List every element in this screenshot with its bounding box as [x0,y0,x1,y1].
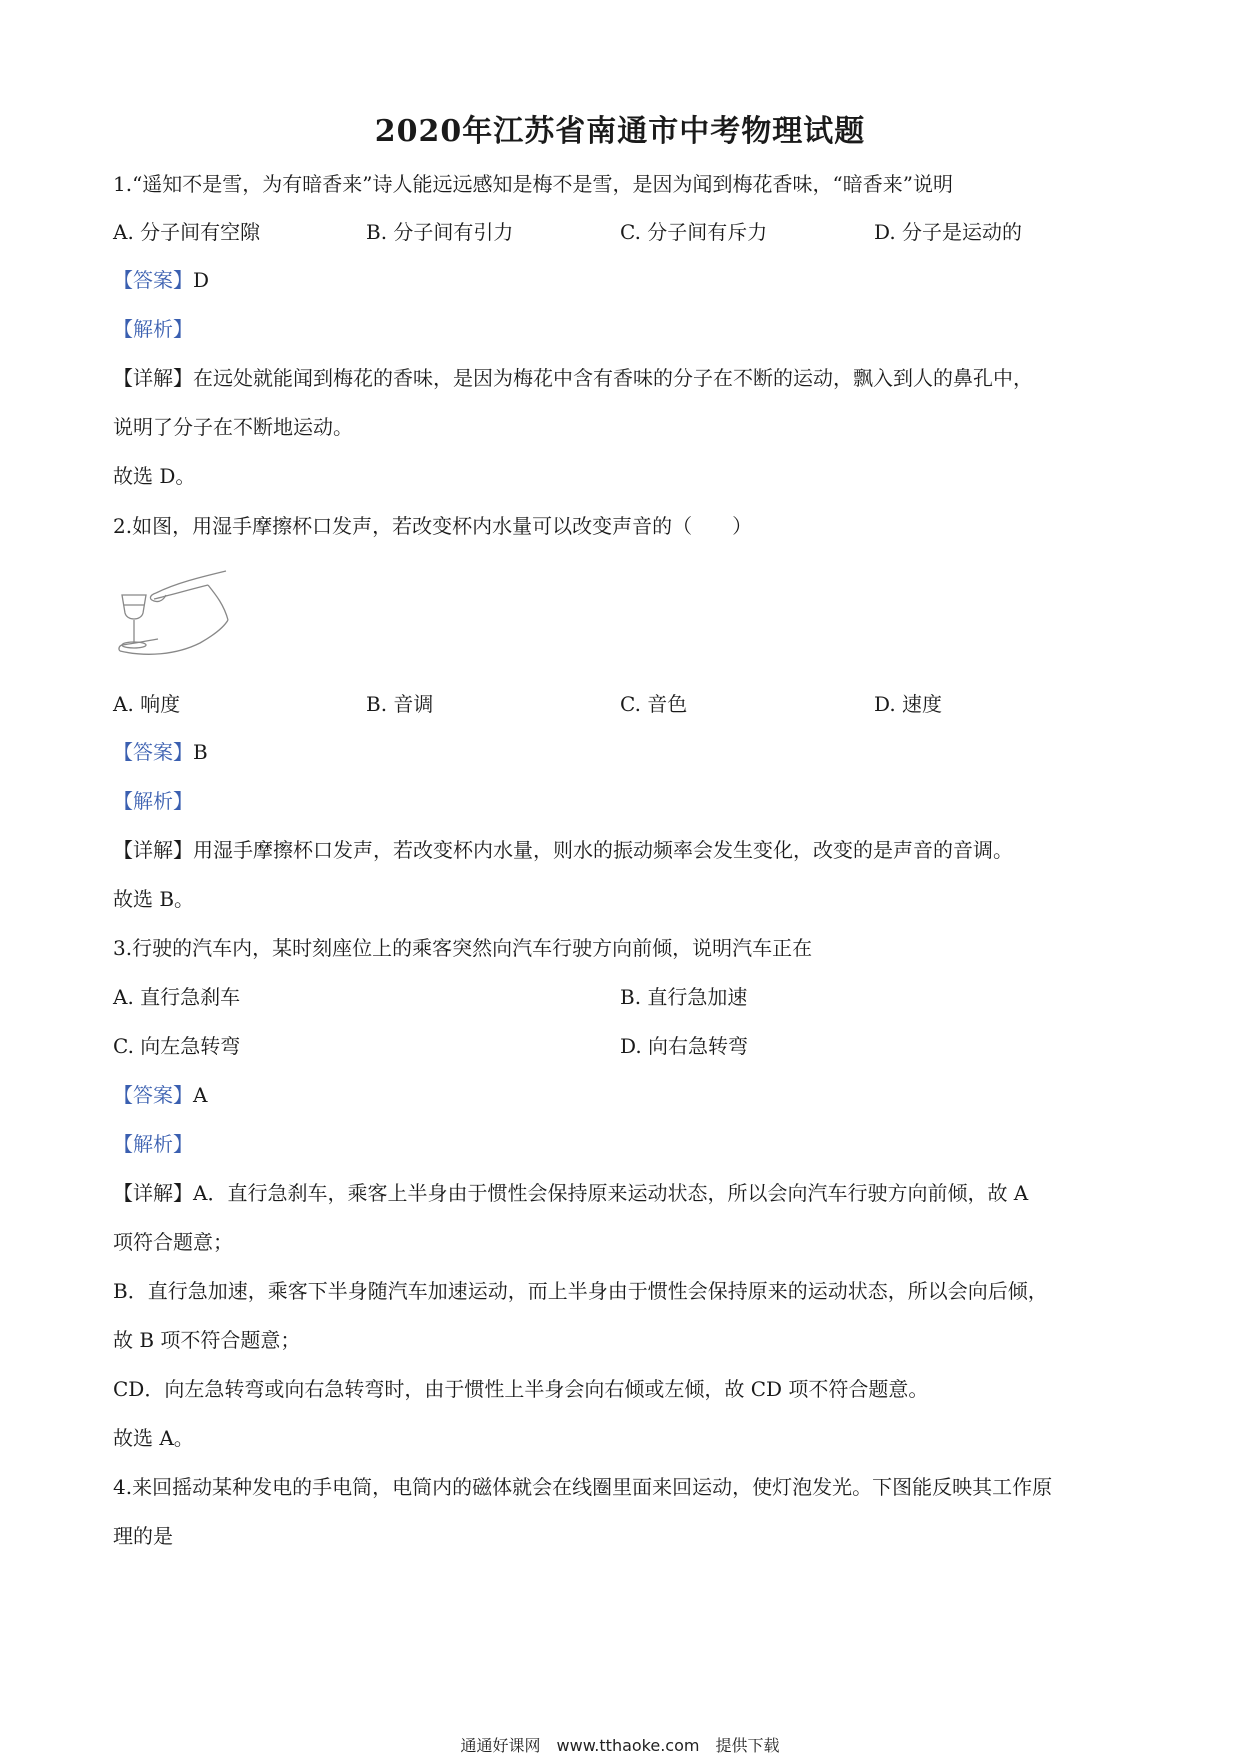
q2-option-b: B. 音调 [366,692,434,716]
q3-answer [113,1081,207,1109]
detail-text: A．直行急刹车，乘客上半身由于惯性会保持原来运动状态，所以会向汽车行驶方向前倾，故 A [193,1181,1029,1205]
analysis-label: 【解析】 [113,1132,193,1156]
q2-stem: 2.如图，用湿手摩擦杯口发声，若改变杯内水量可以改变声音的（ ） [113,514,753,538]
q3-stem: 3.行驶的汽车内，某时刻座位上的乘客突然向汽车行驶方向前倾，说明汽车正在 [113,936,813,960]
q4-stem-2: 理的是 [113,1524,173,1548]
q1-analysis [113,315,193,343]
q3-detail-5: CD．向左急转弯或向右急转弯时，由于惯性上半身会向右倾或左倾，故 CD 项不符合题意。 [113,1377,929,1401]
answer-label: 【答案】 [113,268,193,292]
q1-answer [113,266,209,294]
q3-detail-3: B．直行急加速，乘客下半身随汽车加速运动，而上半身由于惯性会保持原来的运动状态，所以会向后倾， [113,1279,1048,1303]
q3-choose: 故选 A。 [113,1426,194,1450]
wine-glass-hand-figure [116,565,236,670]
q2-choose: 故选 B。 [113,887,195,911]
detail-label: 【详解】 [113,838,193,862]
answer-value: B [193,740,208,764]
q3-detail-4: 故 B 项不符合题意； [113,1328,301,1352]
answer-label: 【答案】 [113,740,193,764]
answer-value: D [193,268,210,292]
q3-analysis [113,1130,193,1158]
analysis-label: 【解析】 [113,789,193,813]
q3-option-d: D. 向右急转弯 [620,1034,749,1058]
detail-label: 【详解】 [113,1181,193,1205]
q1-option-a: A. 分子间有空隙 [113,220,261,244]
q2-analysis [113,787,193,815]
page-title: 2020年江苏省南通市中考物理试题 [374,114,866,149]
answer-value: A [193,1083,208,1107]
q1-stem: 1.“遥知不是雪，为有暗香来”诗人能远远感知是梅不是雪，是因为闻到梅花香味，“暗香来”说明 [113,172,953,196]
q1-detail-1 [113,364,1033,392]
q4-stem-1: 4.来回摇动某种发电的手电筒，电筒内的磁体就会在线圈里面来回运动，使灯泡发光。下图能反映其工作原 [113,1475,1053,1499]
detail-label: 【详解】 [113,366,193,390]
q2-option-d: D. 速度 [874,692,943,716]
q2-detail-1 [113,836,1013,864]
q3-option-b: B. 直行急加速 [620,985,748,1009]
answer-label: 【答案】 [113,1083,193,1107]
q2-answer [113,738,208,766]
page-footer: 通通好课网 www.tthaoke.com 提供下载 [460,1736,780,1755]
q1-choose: 故选 D。 [113,464,196,488]
q2-option-c: C. 音色 [620,692,688,716]
q1-detail-2: 说明了分子在不断地运动。 [113,415,353,439]
analysis-label: 【解析】 [113,317,193,341]
q1-option-d: D. 分子是运动的 [874,220,1023,244]
q1-option-c: C. 分子间有斥力 [620,220,768,244]
q3-option-a: A. 直行急刹车 [113,985,241,1009]
detail-text: 用湿手摩擦杯口发声，若改变杯内水量，则水的振动频率会发生变化，改变的是声音的音调。 [193,838,1013,862]
q3-option-c: C. 向左急转弯 [113,1034,241,1058]
q3-detail-2: 项符合题意； [113,1230,233,1254]
detail-text: 在远处就能闻到梅花的香味，是因为梅花中含有香味的分子在不断的运动，飘入到人的鼻孔中， [193,366,1033,390]
q2-option-a: A. 响度 [113,692,181,716]
q3-detail-1 [113,1179,1028,1207]
q1-option-b: B. 分子间有引力 [366,220,514,244]
